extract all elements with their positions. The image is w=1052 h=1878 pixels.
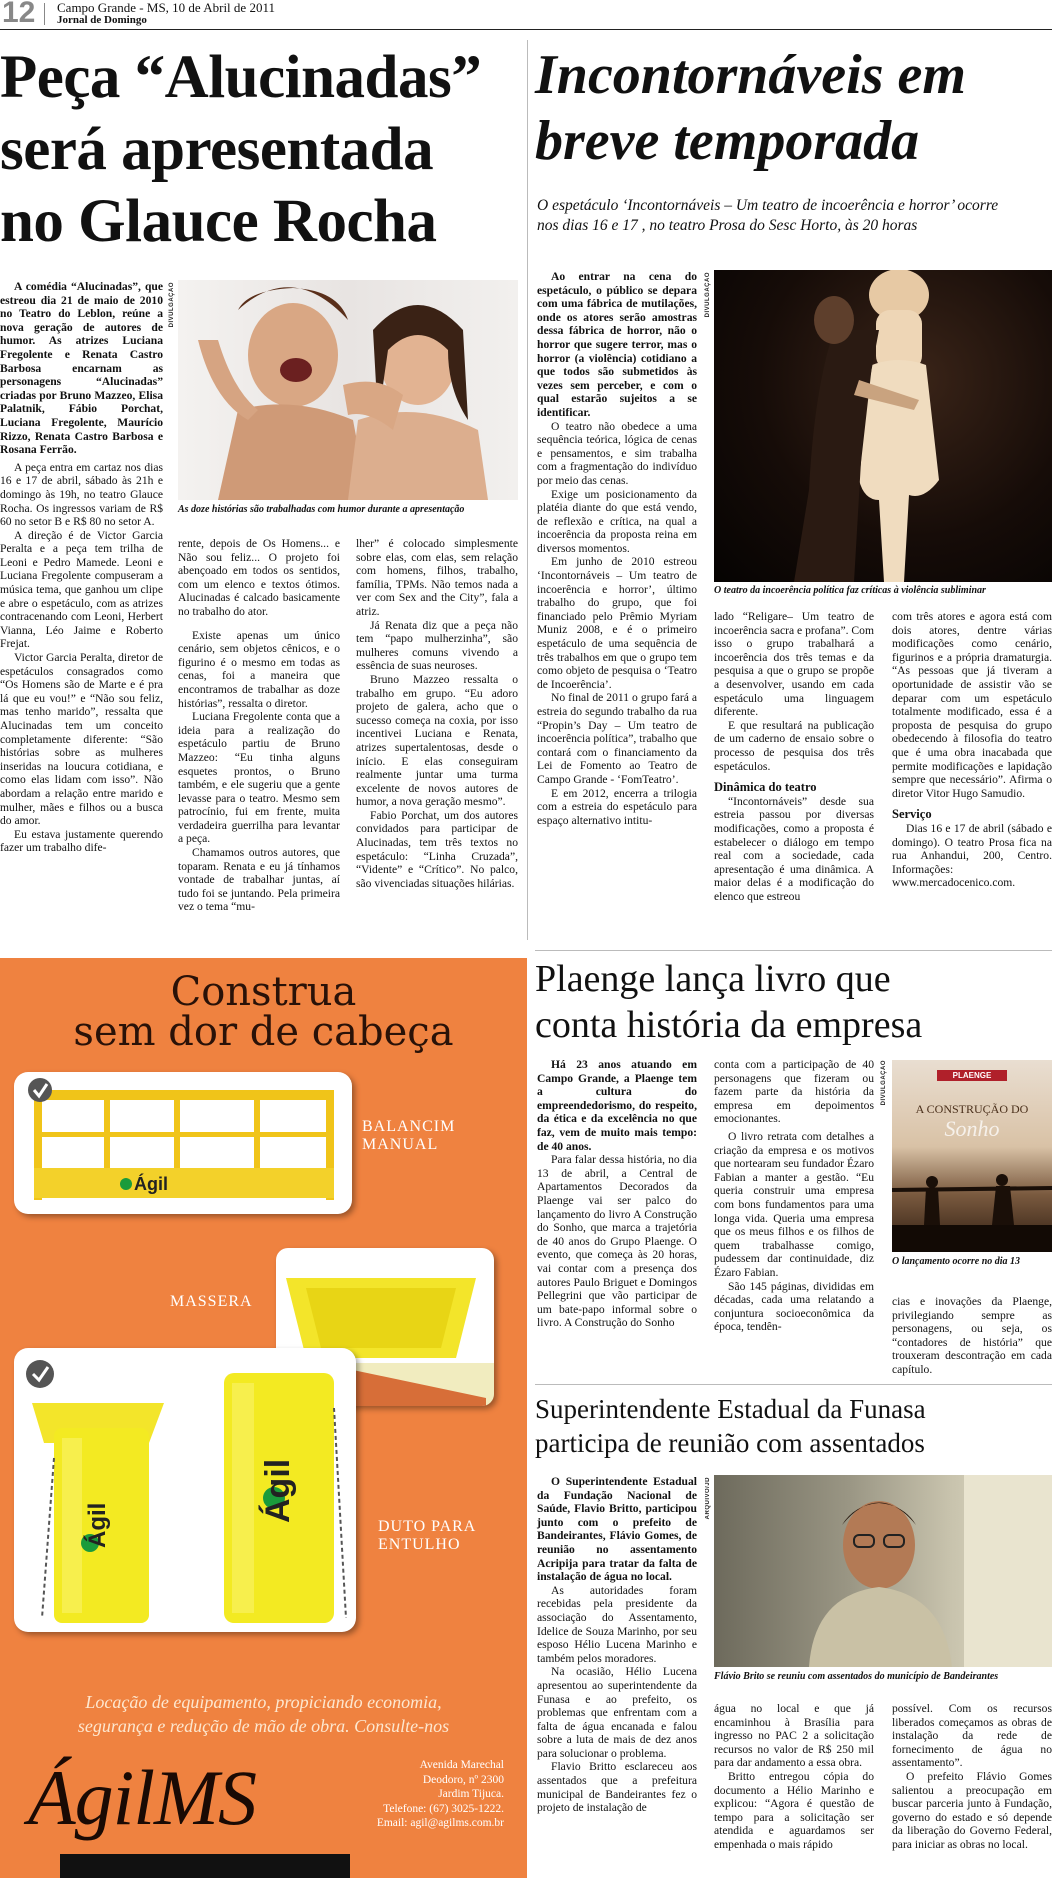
product-label-massera: MASSERA xyxy=(170,1293,253,1310)
book-cover-photo xyxy=(892,1060,1052,1252)
duto-image xyxy=(14,1348,356,1632)
agil-advertisement[interactable] xyxy=(0,958,527,1878)
photo-caption: O lançamento ocorre no dia 13 xyxy=(892,1256,1021,1267)
header-rule xyxy=(0,29,1052,30)
article-column: cias e inovações da Plaenge, privilegiando sempre as personagens, ou seja, os “contadores de história” que trouxeram descontração em cada capítulo. xyxy=(892,1295,1052,1376)
photo-caption: As doze histórias são trabalhadas com humor durante a apresentação xyxy=(178,504,465,515)
page-header xyxy=(0,0,1052,30)
balancim-image xyxy=(14,1072,352,1214)
product-brand: Ágil xyxy=(259,1458,297,1523)
article-column: A comédia “Alucinadas”, que estreou dia 21 de maio de 2010 no Teatro do Leblon, reúne a nova geração de autores de humor. As atrizes Luciana Fregolente e Renata Castro Barbosa encarnam as personagens “Alucinadas” criadas por Bruno Mazzeo, Elisa Palatnik, Fábio Porchat, Luciana Fregolente, Maurício Rizzo, Renata Castro Barbosa e Rosana Ferrão. A peça entra em cartaz nos dias 16 e 17 de abril, sábado às 21h e domingo às 19h, no teatro Glauce Rocha. Os ingressos variam de R$ 60 no setor B e R$ 80 no setor A. A direção é de Victor Garcia Peralta e a peça tem trilha de Leoni e Pedro Mamede. Leoni e Luciana Fregolente compuseram a música tema, que ganhou um clipe e abre o espetáculo, com as atrizes contracenando com Leoni, Herbert Vianna, Léo Jaime e Roberto Frejat. Victor Garcia Peralta, diretor de espetáculos consagrados como “Os Homens são de Marte e é pra lá que eu vou!” e “Não sou feliz, mas tenho marido”, ressalta que Alucinadas tem um conceito completamente diferente: “São histórias sobre as mulheres inseridas na loucura cotidiana, e como elas lidam com isso”. Não abordam a relação entre marido e mulher, mães e filhos ou a busca do amor. Eu estava justamente querendo fazer um trabalho dife- xyxy=(0,280,163,855)
article-title: Peça “Alucinadas” será apresentada no Glauce Rocha xyxy=(0,44,482,255)
article-column: Há 23 anos atuando em Campo Grande, a Plaenge tem a cultura do empreendedorismo, do respeito, da ética e da excelência no que faz, vem de muito mais tempo: de 40 anos. Para falar dessa história, no dia 13 de abril, a Central de Apartamentos Decorados da Plaenge vai ser palco do lançamento do livro A Construção do Sonho, que marca a trajetória de 40 anos do Grupo Plaenge. O evento, que começa às 20 horas, vai contar com a presença dos autores Paulo Briguet e Domingos Pellegrini que vão participar de um bate-papo informal sobre o livro. A Construção do Sonho xyxy=(537,1058,697,1330)
ad-contact: Avenida Marechal Deodoro, nº 2300 Jardim Tijuca. Telefone: (67) 3025-1222. Email: agil@agilms.com.br xyxy=(376,1759,504,1829)
actresses-photo xyxy=(178,280,518,500)
section-divider xyxy=(535,950,1052,951)
subhead: Dinâmica do teatro xyxy=(714,780,817,795)
photo-caption: O teatro da incoerência política faz críticas à violência subliminar xyxy=(714,585,986,596)
article-column: O Superintendente Estadual da Fundação Nacional de Saúde, Flavio Britto, participou junto com o prefeito de Bandeirantes, Flávio Gomes, de reunião no assentamento Acripija para tratar da falta de instalação de água no local. As autoridades foram recebidas pela presidente da associação do Assentamento, Idelice de Souza Marinho, por seu esposo Hélio Lucena Marinho e também pelos moradores. Na ocasião, Hélio Lucena apresentou ao superintendente da Funasa e ao prefeito, os problemas que enfrentam com a falta de água encanada e falou sobre a luta de mais de dez anos para solucionar o problema. Flavio Britto esclareceu aos assentados que a prefeitura municipal de Bandeirantes fez o projeto de instalação de xyxy=(537,1475,697,1815)
photo-caption: Flávio Brito se reuniu com assentados do município de Bandeirantes xyxy=(714,1671,999,1682)
article-column: com três atores e agora está com dois atores, dentre várias modificações como cenário, figurinos e a própria dramaturgia. “As pessoas que já tiveram a oportunidade de assistir vão se deparar com um espetáculo totalmente modificado, essa é a proposta de pesquisa do grupo obedecendo à filosofia do teatro que é uma obra inacabada que permite modificações e lapidação sempre que necessário”. Afirma o diretor Vitor Hugo Samudio. Serviço Dias 16 e 17 de abril (sábado e domingo). O teatro Prosa fica na rua Anhandui, 200, Centro. Informações: www.mercadocenico.com. xyxy=(892,610,1052,890)
ad-bottom-bar xyxy=(60,1854,350,1878)
article-title: Incontornáveis em breve temporada xyxy=(535,44,966,172)
product-brand: Ágil xyxy=(84,1502,111,1548)
article-column: possível. Com os recursos liberados começamos as obras de instalação da rede de fornecimento de água no assentamento”. O prefeito Flávio Gomes salientou a preocupação em buscar parceria junto à Fundação, governo do estado e só depende da liberação do Governo Federal, para iniciar as obras no local. xyxy=(892,1702,1052,1851)
theatre-illustration xyxy=(714,270,1052,582)
duto-illustration xyxy=(14,1348,356,1632)
portrait-illustration xyxy=(714,1475,1052,1667)
photo-credit: DIVULGAÇÃO xyxy=(881,1060,887,1106)
article-column: conta com a participação de 40 personagens que fizeram ou fazem parte da história da empresa em depoimentos emocionantes. O livro retrata com detalhes a criação da empresa e os motivos que nortearam seu fundador Ézaro Fabian a manter a gestão. “Eu queria construir uma empresa com bons fundamentos para uma longa vida. Queria uma empresa que os meus filhos e os filhos de quem trabalhasse comigo, pudessem dar continuidade, diz Ézaro Fabian. São 145 páginas, divididas em décadas, cada uma relatando a conjuntura socioeconômica da época, tendên- xyxy=(714,1058,874,1334)
article-title: Plaenge lança livro que conta história da empresa xyxy=(535,958,923,1046)
product-brand: Ágil xyxy=(134,1174,168,1194)
book-subtitle: Sonho xyxy=(944,1116,1000,1141)
balancim-illustration xyxy=(14,1072,352,1214)
product-label-duto: DUTO PARA ENTULHO xyxy=(378,1518,476,1553)
subhead: Serviço xyxy=(892,807,932,822)
agil-logo: ÁgilMS xyxy=(28,1754,256,1841)
article-column: água no local e que já encaminhou à Brasília para ingresso no PAC 2 a solicitação recursos no valor de R$ 250 mil para dar andamento a essa obra. Britto entregou cópia do documento a Hélio Marinho e explicou: “Agora é questão de tempo para a solicitação ser atendida e aguardamos ser empenhada o mais rápido xyxy=(714,1702,874,1851)
book-title: A CONSTRUÇÃO DO xyxy=(915,1102,1029,1116)
book-brand: PLAENGE xyxy=(937,1070,1007,1081)
dateline: Campo Grande - MS, 10 de Abril de 2011 xyxy=(57,0,275,15)
photo-credit: ARQUIVO/JD xyxy=(705,1477,711,1520)
ad-headline: Construa sem dor de cabeça xyxy=(73,969,454,1055)
article-column: lher” é colocado simplesmente sobre elas, com elas, sem relação com homens, filhos, trabalho, família, TPMs. Não temos nada a ver com Sex and the City”, fala a atriz. Já Renata diz que a peça não tem “papo mulherzinha”, são mulheres comuns vivendo a essência de suas neuroses. Bruno Mazzeo ressalta o trabalho em grupo. “Eu adoro projeto de galera, acho que o sucesso começa na coxia, por isso incentivei Luciana e Renata, atrizes supertalentosas, desde o início. E elas conseguiram realmente juntar uma turma excelente de novos autores de humor, a nova geração mesmo”. Fabio Porchat, um dos autores convidados para participar de Alucinadas, tem três textos no espetáculo: “Linha Cruzada”, “Vidente” e “Crítico”. No palco, são vivenciadas situações hilárias. xyxy=(356,537,518,890)
article-title: Superintendente Estadual da Funasa participa de reunião com assentados xyxy=(535,1394,926,1458)
photo-credit: DIVULGAÇÃO xyxy=(169,282,175,328)
ad-slogan: Locação de equipamento, propiciando economia, segurança e redução de mão de obra. Consulte-nos xyxy=(77,1692,450,1736)
article-column: lado “Religare– Um teatro de incoerência sacra e profana”. Com isso o grupo trabalhará a incoerência dos três temas e da pesquisa a que o grupo se propõe a desenvolver, usando em cada espetáculo uma linguagem diferente. E que resultará na publicação de um caderno de ensaio sobre o processo de pesquisa dos três espetáculos. Dinâmica do teatro “Incontornáveis” desde sua estreia passou por diversas modificações, como a proposta é estabelecer o diálogo em tempo real com a sociedade, cada apresentação é uma dinâmica. A maior delas é a modificação do elenco que estreou xyxy=(714,610,874,903)
article-deck: O espetáculo ‘Incontornáveis – Um teatro de incoerência e horror’ ocorre nos dias 16 e 17 , no teatro Prosa do Sesc Horto, às 20 horas xyxy=(537,197,999,234)
flavio-brito-photo xyxy=(714,1475,1052,1667)
header-divider xyxy=(44,3,45,25)
article-column: Ao entrar na cena do espetáculo, o público se depara com uma fábrica de mutilações, onde os atores serão amostras dessa fábrica de horror, não o horror que sugere terror, mas o horror (a violência) cotidiano a que todos são submetidos às vezes sem perceber, e com o qual estarão sujeitos a se identificar. O teatro não obedece a uma sequência teórica, lógica de cenas e pensamentos, e sim trabalha com a fragmentação do indivíduo por meio das cenas. Exige um posicionamento da platéia diante do que está vendo, de reflexão e crítica, na qual a incoerência da proposta reina em diversos momentos. Em junho de 2010 estreou ‘Incontornáveis – Um teatro de incoerência e horror’, último trabalho do grupo, que foi financiado pelo Prêmio Myriam Muniz 2008, e é o primeiro espetáculo de uma sequência de três trabalhos em que o grupo tem como objeto de pesquisa o ‘Teatro de Incoerência’. No final de 2011 o grupo fará a estreia do segundo trabalho da rua “Propin’s Day – Um teatro de incoerência política”, trabalho que contará com o financiamento da Lei de Fomento ao Teatro de Campo Grande - ‘FomTeatro’. E em 2012, encerra a trilogia com a estreia do espetáculo para espaço alternativo intitu- xyxy=(537,270,697,827)
theatre-photo xyxy=(714,270,1052,582)
product-label-balancim: BALANCIM MANUAL xyxy=(362,1118,456,1153)
section-name: Jornal de Domingo xyxy=(57,14,147,26)
section-divider xyxy=(535,1384,1052,1385)
actresses-illustration xyxy=(178,280,518,500)
column-divider xyxy=(527,40,528,940)
page-number: 12 xyxy=(2,0,36,29)
photo-credit: DIVULGAÇÃO xyxy=(705,272,711,318)
workers-silhouette xyxy=(892,1170,1052,1252)
article-column: rente, depois de Os Homens... e Não sou feliz... O projeto foi abençoado em todos os sentidos, com um elenco e textos ótimos. Alucinadas é calcado basicamente no trabalho do ator. Existe apenas um único cenário, sem objetos cênicos, e o figurino é o mesmo em todas as cenas, foi a maneira que encontramos de trabalhar as doze histórias”, ressalta o diretor. Luciana Fregolente conta que a ideia para a realização do espetáculo partiu de Bruno Mazzeo: “Eu tinha alguns esquetes prontos, o Bruno também, e ele sugeriu que a gente levasse para o teatro. Mesmo sem patrocínio, fui em frente, muita verdadeira guerrilha para levantar a peça. Chamamos outros autores, que toparam. Renata e eu já tínhamos vontade de trabalhar juntas, aí tudo foi se juntando. Pela primeira vez o tema “mu- xyxy=(178,537,340,914)
